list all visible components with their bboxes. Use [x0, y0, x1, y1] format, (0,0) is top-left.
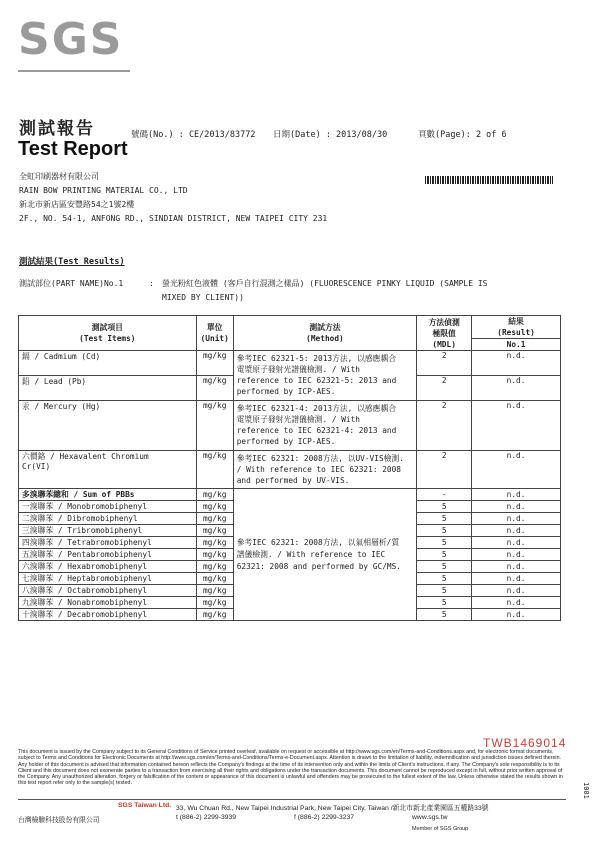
mdl-cell: 2: [417, 401, 472, 451]
table-row: 二溴聯苯 / Dibromobiphenyl mg/kg 5 n.d.: [19, 513, 561, 525]
part-description-1: 螢光粉紅色液體 (客戶自行混測之樣品) (FLUORESCENCE PINKY LIQUID (SAMPLE IS: [162, 279, 488, 288]
page-number: 頁數(Page): 2 of 6: [418, 130, 507, 140]
header-mdl: 方法偵測 極限值 (MDL): [417, 316, 472, 351]
mdl-cell: -: [417, 489, 472, 501]
header-test-items: 測試項目 (Test Items): [19, 316, 197, 351]
title-cjk: 測試報告: [19, 119, 95, 139]
table-row: 八溴聯苯 / Octabromobiphenyl mg/kg 5 n.d.: [19, 585, 561, 597]
footer-website[interactable]: www.sgs.tw: [412, 814, 448, 821]
title-en: Test Report: [18, 138, 128, 160]
table-row: 一溴聯苯 / Monobromobiphenyl mg/kg 5 n.d.: [19, 501, 561, 513]
unit-cell: mg/kg: [196, 351, 233, 376]
method-cell: 參考IEC 62321: 2008方法, 以氣相層析/質 譜儀檢測. / With reference to IEC 62321: 2008 and performed by GC/MS.: [233, 489, 417, 621]
barcode: [425, 176, 553, 184]
table-row: 六溴聯苯 / Hexabromobiphenyl mg/kg 5 n.d.: [19, 561, 561, 573]
footer-fax: f (886-2) 2299-3237: [294, 814, 355, 821]
header-result: 結果 (Result): [472, 316, 561, 339]
table-row: 九溴聯苯 / Nonabromobiphenyl mg/kg 5 n.d.: [19, 597, 561, 609]
result-cell: n.d.: [472, 351, 561, 376]
item-cell: 汞 / Mercury (Hg): [19, 401, 197, 451]
footer-divider: [18, 799, 566, 800]
item-cell: 鉛 / Lead (Pb): [19, 376, 197, 401]
header-sample-no: No.1: [472, 339, 561, 351]
result-cell: n.d.: [472, 401, 561, 451]
method-cell: 參考IEC 62321: 2008方法, 以UV-VIS檢測. / With reference to IEC 62321: 2008 and performed by UV-VIS.: [233, 451, 417, 489]
client-address-cjk: 新北市新店區安豐路54之1號2樓: [19, 200, 135, 209]
results-table: [18, 315, 561, 621]
report-number: 號碼(No.) : CE/2013/83772: [131, 130, 256, 140]
table-row: [19, 451, 561, 489]
footer-member: Member of SGS Group: [412, 826, 469, 832]
header-unit: 單位 (Unit): [196, 316, 233, 351]
report-date: 日期(Date) : 2013/08/30: [273, 130, 388, 140]
table-row: [19, 351, 561, 376]
footer-company-cjk: 台灣檢驗科技股份有限公司: [18, 817, 100, 824]
method-cell: 參考IEC 62321-5: 2013方法, 以感應耦合 電漿原子發射光譜儀檢測. / With reference to IEC 62321-5: 2013 and performed by ICP-AES.: [233, 351, 417, 401]
part-name-label: 測試部位(PART NAME)No.1: [19, 279, 124, 288]
section-title: 測試結果(Test Results): [19, 257, 125, 267]
footer-address: 33, Wu Chuan Rd., New Taipei Industrial Park, New Taipei City, Taiwan /新北市新北產業園區五權路33號: [176, 805, 489, 812]
table-header-row: [19, 316, 561, 339]
table-row: 三溴聯苯 / Tribromobiphenyl mg/kg 5 n.d.: [19, 525, 561, 537]
footer-company-en: SGS Taiwan Ltd.: [118, 802, 172, 809]
method-cell: 參考IEC 62321-4: 2013方法, 以感應耦合 電漿原子發射光譜儀檢測. / With reference to IEC 62321-4: 2013 and performed by ICP-AES.: [233, 401, 417, 451]
unit-cell: mg/kg: [196, 451, 233, 489]
unit-cell: mg/kg: [196, 489, 233, 501]
table-row: [19, 489, 561, 501]
table-row: 七溴聯苯 / Heptabromobiphenyl mg/kg 5 n.d.: [19, 573, 561, 585]
serial-number: TWB1469014: [483, 736, 567, 750]
table-row: 四溴聯苯 / Tetrabromobiphenyl mg/kg 5 n.d.: [19, 537, 561, 549]
part-description-2: MIXED BY CLIENT)): [162, 293, 244, 302]
logo-underline: [18, 70, 130, 72]
table-row: 十溴聯苯 / Decabromobiphenyl mg/kg 5 n.d.: [19, 609, 561, 621]
mdl-cell: 2: [417, 376, 472, 401]
item-cell: 多溴聯苯總和 / Sum of PBBs: [19, 489, 197, 501]
unit-cell: mg/kg: [196, 401, 233, 451]
part-colon: :: [149, 279, 154, 288]
client-address-en: 2F., NO. 54-1, ANFONG RD., SINDIAN DISTRICT, NEW TAIPEI CITY 231: [19, 214, 328, 223]
table-row: [19, 401, 561, 451]
side-code: 1001: [582, 782, 590, 799]
unit-cell: mg/kg: [196, 376, 233, 401]
result-cell: n.d.: [472, 451, 561, 489]
mdl-cell: 2: [417, 451, 472, 489]
result-cell: n.d.: [472, 376, 561, 401]
table-row: 五溴聯苯 / Pentabromobiphenyl mg/kg 5 n.d.: [19, 549, 561, 561]
disclaimer-text: This document is issued by the Company subject to its General Conditions of Service printed overleaf, available on request or accessible at http://www.sgs.com/en/Terms-and-Conditions.aspx and, for electronic format documents, subject to Terms and Conditions for Electronic Documents at http://www.sgs.com/en/Terms-and-Conditions/Terms-e-Document.aspx. Attention is drawn to the limitation of liability, indemnification and jurisdiction issues defined therein. Any holder of this document is advised that information contained hereon reflects the Company's findings at the time of its intervention only and within the limits of Client's instructions, if any. The Company's sole responsibility is to its Client and this document does not exonerate parties to a transaction from exercising all their rights and obligations under the transaction documents. This document cannot be reproduced except in full, without prior written approval of the Company. Any unauthorized alteration, forgery or falsification of the content or appearance of this document is unlawful and offenders may be prosecuted to the fullest extent of the law. Unless otherwise stated the results shown in this test report refer only to the sample(s) tested.: [18, 749, 563, 787]
header-method: 測試方法 (Method): [233, 316, 417, 351]
footer-tel: t (886-2) 2299-3939: [176, 814, 237, 821]
client-name-cjk: 全虹印刷器材有限公司: [19, 172, 99, 181]
client-name-en: RAIN BOW PRINTING MATERIAL CO., LTD: [19, 186, 188, 195]
item-cell: 六價鉻 / Hexavalent Chromium Cr(VI): [19, 451, 197, 489]
item-cell: 鎘 / Cadmium (Cd): [19, 351, 197, 376]
result-cell: n.d.: [472, 489, 561, 501]
sgs-logo: SGS: [18, 14, 124, 65]
mdl-cell: 2: [417, 351, 472, 376]
